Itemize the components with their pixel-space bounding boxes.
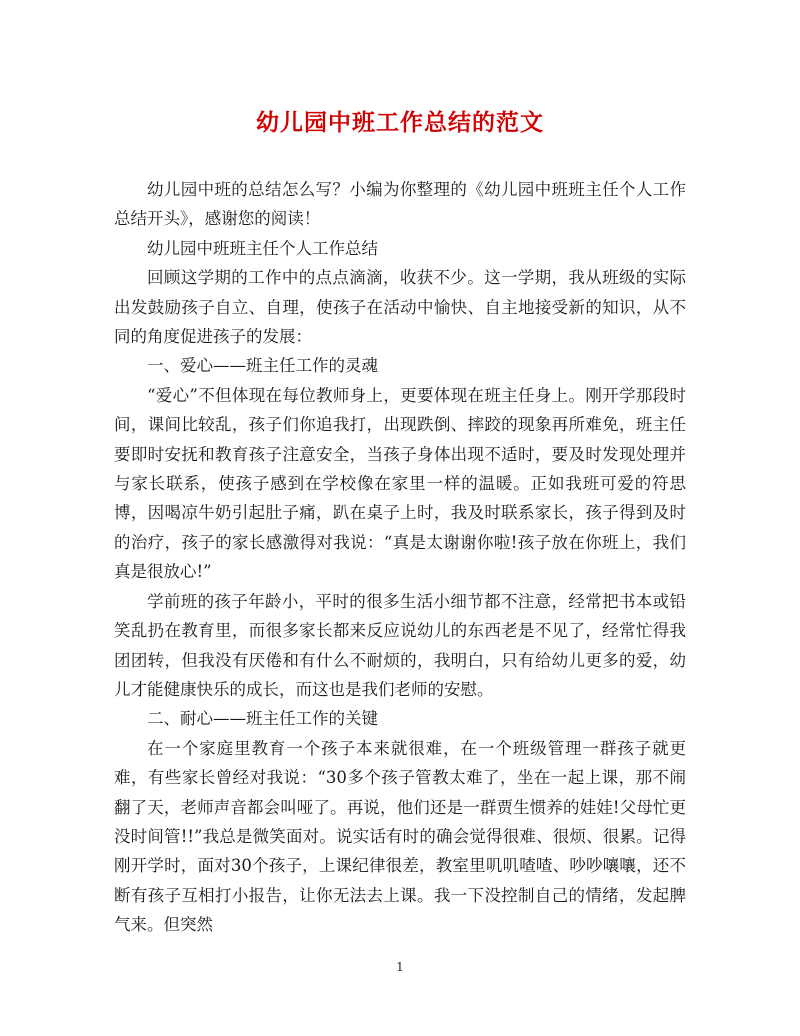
document-title: 幼儿园中班工作总结的范文 [256,109,544,136]
section-heading: 二、耐心——班主任工作的关键 [147,709,378,729]
paragraph: 幼儿园中班班主任个人工作总结 [147,238,378,258]
page-number: 1 [396,960,404,974]
paragraph: “爱心”不但体现在每位教师身上，更要体现在班主任身上。刚开学那段时间，课间比较乱，孩子们你追我打，出现跌倒、摔跤的现象再所难免，班主任要即时安抚和教育孩子注意安全，当孩子身体出现不适时，要及时发现处理并与家长联系，使孩子感到在学校像在家里一样的温暖。正如我班可爱的符思博，因喝凉牛奶引起肚子痛，趴在桌子上时，我及时联系家长，孩子得到及时的治疗，孩子的家长感激得对我说：“真是太谢谢你啦!孩子放在你班上，我们真是很放心!” [114,385,686,582]
paragraph: 回顾这学期的工作中的点点滴滴，收获不少。这一学期，我从班级的实际出发鼓励孩子自立、自理，使孩子在活动中愉快、自主地接受新的知识，从不同的角度促进孩子的发展： [114,268,686,347]
paragraph: 在一个家庭里教育一个孩子本来就很难，在一个班级管理一群孩子就更难，有些家长曾经对我说：“30多个孩子管教太难了，坐在一起上课，那不闹翻了天，老师声音都会叫哑了。再说，他们还是一群贾生惯养的娃娃!父母忙更没时间管!!”我总是微笑面对。说实话有时的确会觉得很难、很烦、很累。记得刚开学时，面对30个孩子，上课纪律很差，教室里叽叽喳喳、吵吵嚷嚷，还不断有孩子互相打小报告，让你无法去上课。我一下没控制自己的情绪，发起脾气来。但突然 [114,738,686,935]
paragraph: 学前班的孩子年龄小，平时的很多生活小细节都不注意，经常把书本或铅笑乱扔在教育里，而很多家长都来反应说幼儿的东西老是不见了，经常忙得我团团转，但我没有厌倦和有什么不耐烦的，我明白，只有给幼儿更多的爱，幼儿才能健康快乐的成长，而这也是我们老师的安慰。 [114,591,686,699]
document-body [114,175,686,940]
paragraph: 幼儿园中班的总结怎么写？小编为你整理的《幼儿园中班班主任个人工作总结开头》，感谢您的阅读！ [114,180,686,229]
section-heading: 一、爱心——班主任工作的灵魂 [147,356,378,376]
